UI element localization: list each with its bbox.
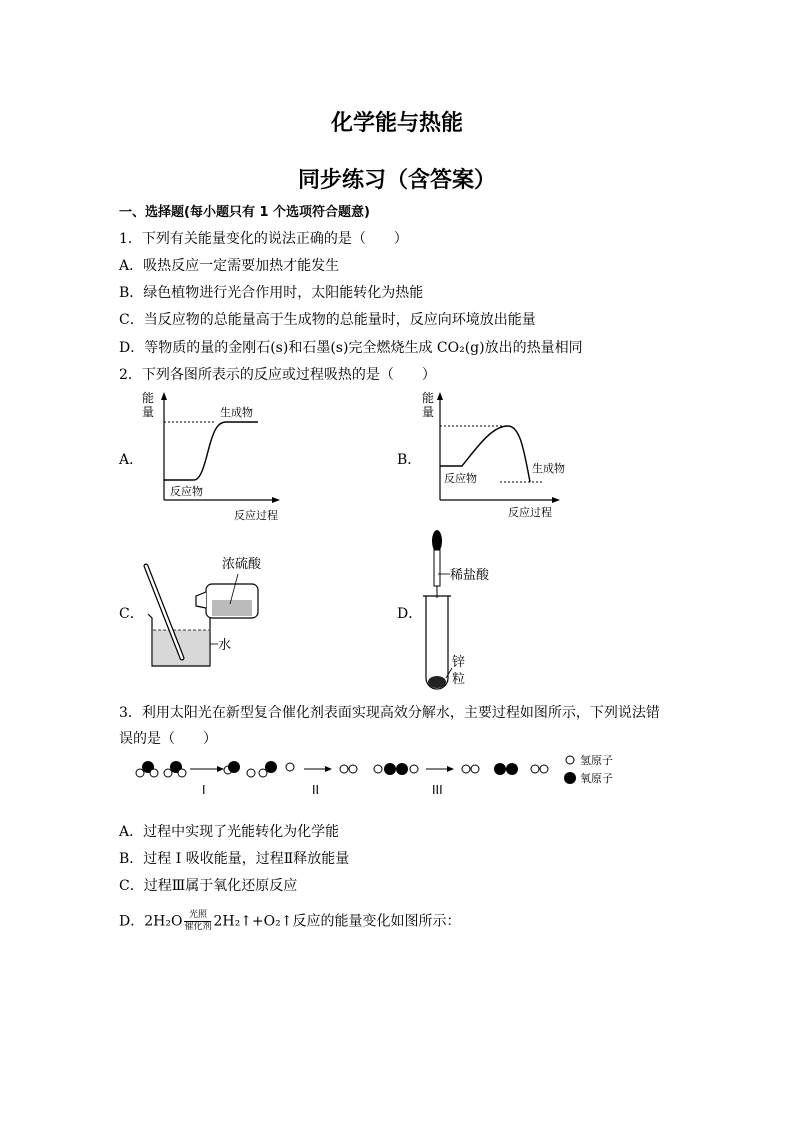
beaker-water <box>153 630 209 666</box>
condition-light: 光照 <box>184 910 211 922</box>
q2-label-b: B． <box>397 452 422 468</box>
reactant-label: 反应物 <box>170 485 203 498</box>
step-1-label: I <box>202 783 206 797</box>
x-axis-label: 反应过程 <box>234 509 278 522</box>
dropper-bulb <box>432 530 442 552</box>
x-axis-arrow <box>272 497 280 503</box>
zinc-label-top: 锌 <box>452 655 466 670</box>
hydrogen-atom <box>462 765 470 773</box>
q1-stem: 1．下列有关能量变化的说法正确的是（ ） <box>119 231 408 247</box>
oxygen-atom <box>506 763 518 775</box>
zinc-label-bottom: 粒 <box>452 672 466 687</box>
reaction-condition <box>184 910 211 933</box>
step-2-label: II <box>312 783 320 797</box>
test-tube <box>426 596 448 689</box>
y-axis-label-top: 能 <box>142 391 155 405</box>
q3-option-a: A．过程中实现了光能转化为化学能 <box>119 824 340 840</box>
legend-hydrogen-icon <box>566 756 574 764</box>
q3-option-d <box>119 910 460 933</box>
y-axis-label-bottom: 量 <box>422 405 435 419</box>
q1-option-b: B．绿色植物进行光合作用时，太阳能转化为热能 <box>119 285 424 301</box>
hydrogen-atom <box>340 765 348 773</box>
q2-label-a: A． <box>119 452 144 468</box>
q2-figure-d <box>420 528 510 694</box>
hydrogen-atom <box>349 765 357 773</box>
acid-label: 浓硫酸 <box>222 557 262 572</box>
q3-stem-line1: 3．利用太阳光在新型复合催化剂表面实现高效分解水，主要过程如图所示，下列说法错 <box>119 705 660 721</box>
q3-option-c: C．过程Ⅲ属于氧化还原反应 <box>119 878 298 894</box>
q3-d-equation-right: 2H₂↑+O₂↑反应的能量变化如图所示： <box>213 913 461 930</box>
acid-liquid <box>212 600 252 616</box>
hydrogen-atom <box>150 769 158 777</box>
q2-label-c: C． <box>119 606 144 622</box>
oxygen-atom <box>384 763 396 775</box>
oxygen-atom <box>396 763 408 775</box>
hydrogen-atom <box>374 765 382 773</box>
product-label: 生成物 <box>532 462 565 475</box>
hydrogen-atom <box>286 763 294 771</box>
q2-graph-b <box>420 388 570 524</box>
reactant-label: 反应物 <box>444 472 477 485</box>
hydrogen-atom <box>259 769 267 777</box>
q2-graph-a <box>140 388 290 524</box>
y-axis-arrow <box>437 392 443 400</box>
hydrogen-atom <box>178 769 186 777</box>
q1-option-c: C．当反应物的总能量高于生成物的总能量时，反应向环境放出能量 <box>119 312 536 328</box>
page-title: 化学能与热能 <box>330 111 463 136</box>
legend-hydrogen-label: 氢原子 <box>580 754 613 767</box>
bottle-neck <box>196 592 206 608</box>
hydrogen-atom <box>410 765 418 773</box>
hydrogen-atom <box>471 765 479 773</box>
x-axis-label: 反应过程 <box>508 506 552 519</box>
acid-label: 稀盐酸 <box>450 568 490 583</box>
step-3-label: III <box>432 783 443 797</box>
hydrogen-atom <box>247 769 255 777</box>
hydrogen-atom <box>531 765 539 773</box>
q2-label-d: D． <box>397 606 423 622</box>
hydrogen-atom <box>540 765 548 773</box>
section-heading: 一、选择题(每小题只有 1 个选项符合题意) <box>119 205 370 220</box>
page-subtitle: 同步练习（含答案） <box>297 168 496 193</box>
y-axis-label-top: 能 <box>422 391 435 405</box>
water-label: 水 <box>218 638 232 653</box>
q3-option-b: B．过程 I 吸收能量，过程Ⅱ释放能量 <box>119 851 350 867</box>
hydrogen-atom <box>164 769 172 777</box>
q2-figure-c <box>140 548 280 672</box>
product-label: 生成物 <box>220 406 253 419</box>
q2-stem: 2．下列各图所表示的反应或过程吸热的是（ ） <box>119 367 436 383</box>
x-axis-arrow <box>552 497 560 503</box>
energy-curve <box>164 422 258 480</box>
dropper-tube <box>434 550 440 586</box>
q3-process-diagram <box>128 752 628 800</box>
legend-oxygen-label: 氧原子 <box>580 772 613 785</box>
oxygen-atom <box>265 761 277 773</box>
hydrogen-atom <box>136 769 144 777</box>
q3-stem-line2: 误的是（ ） <box>119 731 217 747</box>
condition-catalyst: 催化剂 <box>184 922 212 932</box>
y-axis-arrow <box>161 392 167 400</box>
y-axis-label-bottom: 量 <box>142 405 155 419</box>
legend-oxygen-icon <box>564 772 576 784</box>
oxygen-atom <box>494 763 506 775</box>
q1-option-d: D．等物质的量的金刚石(s)和石墨(s)完全燃烧生成 CO₂(g)放出的热量相同 <box>119 340 583 356</box>
oxygen-atom <box>228 761 240 773</box>
q1-option-a: A．吸热反应一定需要加热才能发生 <box>119 258 340 274</box>
zinc-granules <box>428 676 446 688</box>
q3-d-equation-left: D．2H₂O <box>119 913 183 930</box>
